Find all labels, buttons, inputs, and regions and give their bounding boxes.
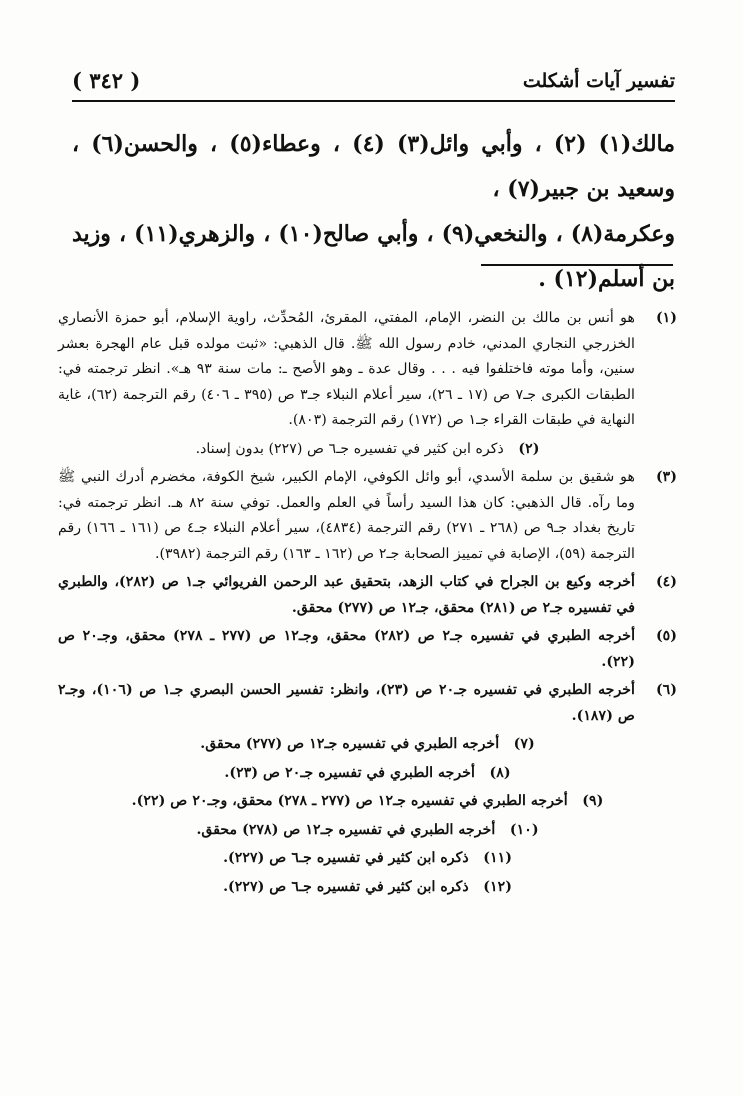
footnote-text: أخرجه الطبري في تفسيره جـ٢ ص (٢٨٢) محقق، وجـ١٢ ص (٢٧٧ ـ ٢٧٨) محقق، وجـ٢٠ ص (٢٢). — [58, 628, 636, 670]
footnote-item — [58, 789, 677, 815]
footnote-item — [58, 732, 677, 758]
footnote-text: ذكره ابن كثير في تفسيره جـ٦ ص (٢٢٧) بدون إسناد. — [195, 440, 504, 457]
footnote-number: (٩) — [582, 793, 604, 809]
footnote-number: (٢) — [518, 440, 540, 457]
page-number: ( ٣٤٢ ) — [72, 68, 141, 93]
main-text-line: وعكرمة(٨) ، والنخعي(٩) ، وأبي صالح(١٠) ، والزهري(١١) ، وزيد بن أسلم(١٢) . — [72, 221, 676, 292]
footnote-number: (٧) — [513, 736, 535, 752]
footnote-item — [58, 818, 677, 844]
footnote-text: هو شقيق بن سلمة الأسدي، أبو وائل الكوفي، الإمام الكبير، شيخ الكوفة، مخضرم أدرك النبي ﷺ وما رآه. قال الذهبي: كان هذا السيد رأساً في العلم والعمل. توفي سنة ٨٢ هـ. انظر ترجمته في: تاريخ بغداد جـ٩ ص (٢٦٨ ـ ٢٧١) رقم الترجمة (٤٨٣٤)، سير أعلام النبلاء جـ٤ ص (١٦١ ـ ١٦٦) رقم الترجمة (٥٩)، الإصابة في تمييز الصحابة جـ٢ ص (١٦٢ ـ ١٦٣) رقم الترجمة (٣٩٨٢). — [58, 469, 635, 562]
footnote-number: (٤) — [655, 574, 677, 590]
footnote-number: (١٠) — [509, 821, 539, 838]
footnote-text: أخرجه الطبري في تفسيره جـ٢٠ ص (٢٣). — [224, 764, 475, 781]
footnotes — [58, 306, 677, 903]
main-text — [72, 122, 675, 302]
footnote-item — [58, 678, 677, 729]
footnote-text: ذكره ابن كثير في تفسيره جـ٦ ص (٢٢٧). — [223, 850, 469, 866]
footnote-item — [58, 306, 677, 434]
footnote-text: أخرجه الطبري في تفسيره جـ١٢ ص (٢٧٧) محقق. — [200, 736, 500, 752]
footnote-separator — [481, 264, 673, 266]
footnote-text: ذكره ابن كثير في تفسيره جـ٦ ص (٢٢٧). — [223, 878, 469, 895]
footnote-item — [58, 761, 677, 787]
page-header — [72, 66, 675, 102]
footnote-item — [58, 846, 677, 872]
footnote-number: (٥) — [655, 628, 677, 644]
footnote-text: أخرجه الطبري في تفسيره جـ١٢ ص (٢٧٨) محقق. — [196, 821, 496, 838]
book-title: تفسير آيات أشكلت — [522, 70, 675, 92]
footnote-text: أخرجه الطبري في تفسيره جـ٢٠ ص (٢٣)، وانظر: تفسير الحسن البصري جـ١ ص (١٠٦)، وجـ٢ ص (١٨٧). — [58, 682, 635, 724]
footnote-item — [58, 875, 677, 901]
footnote-text: أخرجه الطبري في تفسيره جـ١٢ ص (٢٧٧ ـ ٢٧٨) محقق، وجـ٢٠ ص (٢٢). — [131, 793, 568, 809]
footnote-number: (١٢) — [483, 878, 512, 895]
footnote-number: (٨) — [489, 764, 511, 781]
footnote-item — [58, 624, 677, 675]
footnote-number: (١١) — [483, 850, 512, 866]
footnote-text: أخرجه وكيع بن الجراح في كتاب الزهد، بتحقيق عبد الرحمن الفريوائي جـ١ ص (٢٨٢)، والطبري في تفسيره جـ٢ ص (٢٨١) محقق، جـ١٢ ص (٢٧٧) محقق. — [58, 574, 635, 616]
footnote-text: هو أنس بن مالك بن النضر، الإمام، المفتي، المقرئ، المُحدِّث، راوية الإسلام، أبو حمزة الأنصاري الخزرجي النجاري المدني، خادم رسول الله ﷺ. قال الذهبي: «ثبت مولده قبل عام الهجرة بعشر سنين، وأما موته فاختلفوا فيه . . . وقال عدة ـ وهو الأصح ـ: مات سنة ٩٣ هـ». انظر ترجمته في: الطبقات الكبرى جـ٧ ص (١٧ ـ ٢٦)، سير أعلام النبلاء جـ٣ ص (٣٩٥ ـ ٤٠٦) رقم الترجمة (٦٢)، غاية النهاية في طبقات القراء جـ١ ص (١٧٢) رقم الترجمة (٨٠٣). — [58, 310, 636, 428]
footnote-item — [58, 437, 677, 463]
footnote-number: (١) — [655, 310, 677, 326]
footnote-item — [58, 570, 677, 621]
footnote-number: (٣) — [655, 469, 677, 485]
footnote-item — [58, 465, 677, 567]
footnote-number: (٦) — [655, 682, 677, 698]
main-text-line: مالك(١) (٢) ، وأبي وائل(٣) (٤) ، وعطاء(٥) ، والحسن(٦) ، وسعيد بن جبير(٧) ، — [72, 131, 676, 202]
